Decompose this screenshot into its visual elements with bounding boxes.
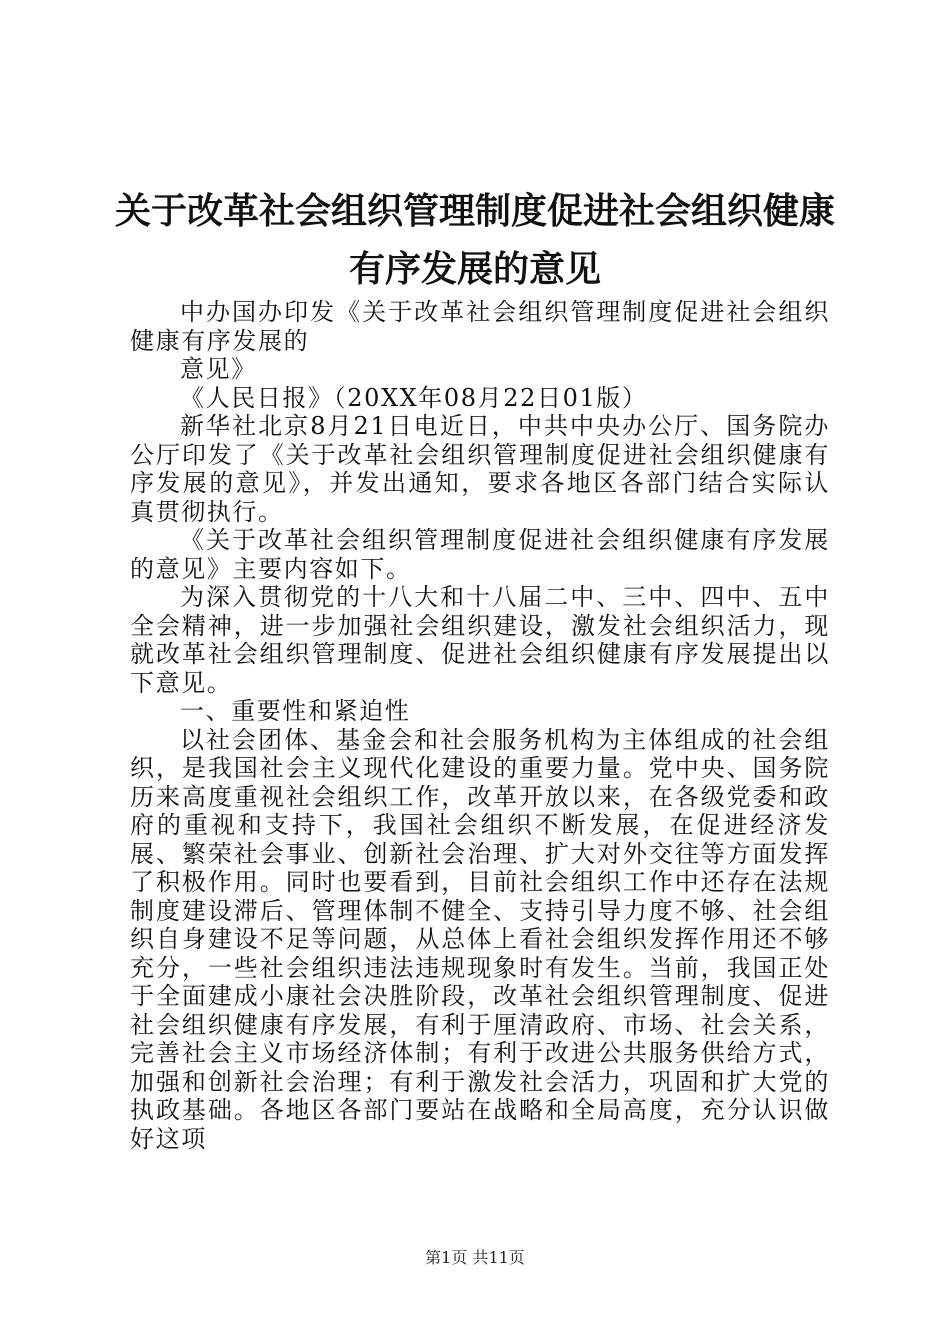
document-body (130, 298, 830, 1153)
document-title-line-2: 有序发展的意见 (348, 248, 601, 290)
page-number-footer: 第1页 共11页 (425, 1248, 525, 1267)
paragraph-content-intro: 《关于改革社会组织管理制度促进社会组织健康有序发展的意见》主要内容如下。 (130, 526, 830, 583)
paragraph-release-line-cont: 意见》 (180, 355, 257, 383)
document-title-line-1: 关于改革社会组织管理制度促进社会组织健康 (114, 190, 835, 232)
paragraph-source: 《人民日报》（20XX年08月22日01版） (180, 383, 648, 412)
paragraph-purpose: 为深入贯彻党的十八大和十八届二中、三中、四中、五中全会精神，进一步加强社会组织建设，激发社会组织活力，现就改革社会组织管理制度、促进社会组织健康有序发展提出以下意见。 (130, 583, 830, 697)
paragraph-news-lead: 新华社北京8月21日电近日，中共中央办公厅、国务院办公厅印发了《关于改革社会组织管理制度促进社会组织健康有序发展的意见》，并发出通知，要求各地区各部门结合实际认真贯彻执行。 (130, 412, 830, 526)
paragraph-importance: 以社会团体、基金会和社会服务机构为主体组成的社会组织，是我国社会主义现代化建设的重要力量。党中央、国务院历来高度重视社会组织工作，改革开放以来，在各级党委和政府的重视和支持下，我国社会组织不断发展，在促进经济发展、繁荣社会事业、创新社会治理、扩大对外交往等方面发挥了积极作用。同时也要看到，目前社会组织工作中还存在法规制度建设滞后、管理体制不健全、支持引导力度不够、社会组织自身建设不足等问题，从总体上看社会组织发挥作用还不够充分，一些社会组织违法违规现象时有发生。当前，我国正处于全面建成小康社会决胜阶段，改革社会组织管理制度、促进社会组织健康有序发展，有利于厘清政府、市场、社会关系，完善社会主义市场经济体制；有利于改进公共服务供给方式，加强和创新社会治理；有利于激发社会活力，巩固和扩大党的执政基础。各地区各部门要站在战略和全局高度，充分认识做好这项 (130, 725, 830, 1153)
paragraph-release-line: 中办国办印发《关于改革社会组织管理制度促进社会组织健康有序发展的 (130, 298, 830, 355)
section-heading: 一、重要性和紧迫性 (180, 697, 411, 725)
